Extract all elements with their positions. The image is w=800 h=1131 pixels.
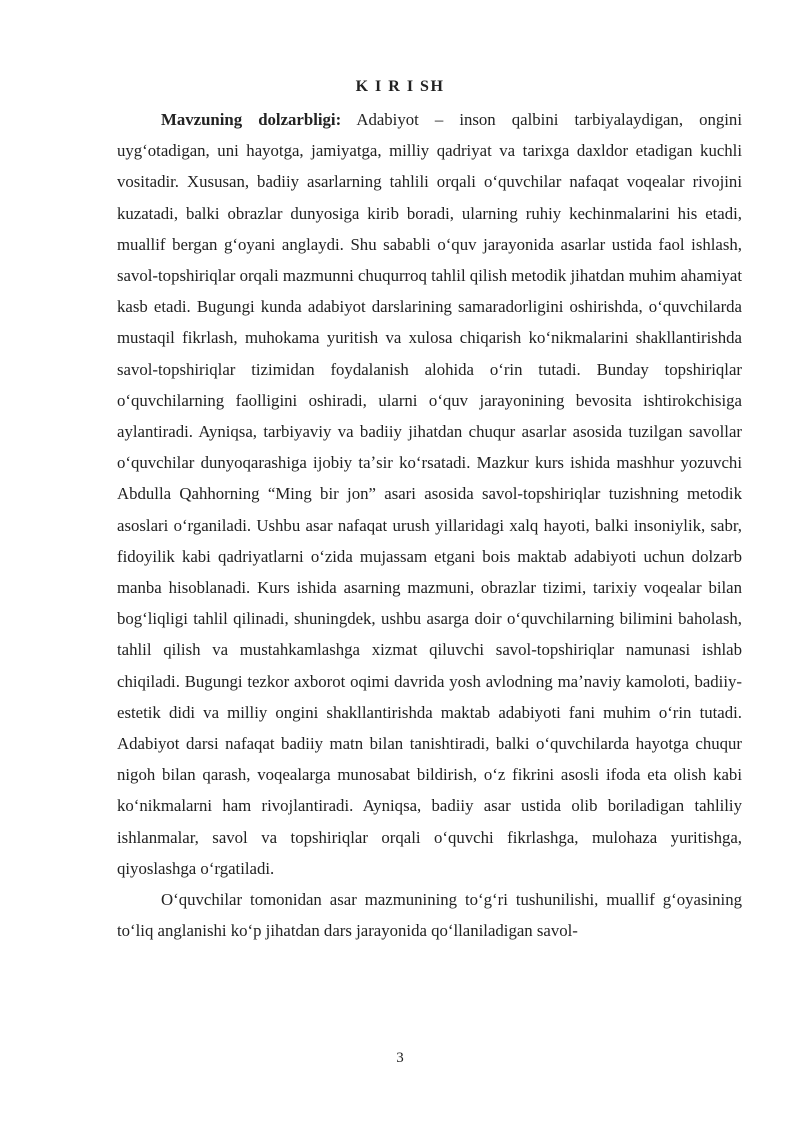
paragraph-text: Adabiyot – inson qalbini tarbiyalaydigan, ongini uygʻotadigan, uni hayotga, jamiyatga, milliy qadriyat va tarixga daxldor etadigan kuchli vositadir. Xususan, badiiy asarlarning tahlili orqali oʻquvchilar nafaqat voqealar rivojini kuzatadi, balki obrazlar dunyosiga kirib boradi, ularning ruhiy kechinmalarini his etadi, muallif bergan gʻoyani anglaydi. Shu sababli oʻquv jarayonida asarlar ustida faol ishlash, savol-topshiriqlar orqali mazmunni chuqurroq tahlil qilish metodik jihatdan muhim ahamiyat kasb etadi. Bugungi kunda adabiyot darslarining samaradorligini oshirishda, oʻquvchilarda mustaqil fikrlash, muhokama yuritish va xulosa chiqarish koʻnikmalarini shakllantirishda savol-topshiriqlar tizimidan foydalanish alohida oʻrin tutadi. Bunday topshiriqlar oʻquvchilarning faolligini oshiradi, ularni oʻquv jarayonining bevosita ishtirokchisiga aylantiradi. Ayniqsa, tarbiyaviy va badiiy jihatdan chuqur asarlar asosida tuzilgan savollar oʻquvchilar dunyoqarashiga ijobiy taʼsir koʻrsatadi. Mazkur kurs ishida mashhur yozuvchi Abdulla Qahhorning “Ming bir jon” asari asosida savol-topshiriqlar tuzishning metodik asoslari oʻrganiladi. Ushbu asar nafaqat urush yillaridagi xalq hayoti, balki insoniylik, sabr, fidoyilik kabi qadriyatlarni oʻzida mujassam etgani bois maktab adabiyoti uchun dolzarb manba hisoblanadi. Kurs ishida asarning mazmuni, obrazlar tizimi, tarixiy voqealar bilan bogʻliqligi tahlil qilinadi, shuningdek, ushbu asarga doir oʻquvchilarning bilimini baholash, tahlil qilish va mustahkamlashga xizmat qiluvchi savol-topshiriqlar namunasi ishlab chiqiladi. Bugungi tezkor axborot oqimi davrida yosh avlodning maʼnaviy kamoloti, badiiy-estetik didi va milliy ongini shakllantirishda maktab adabiyoti fani muhim oʻrin tutadi. Adabiyot darsi nafaqat badiiy matn bilan tanishtiradi, balki oʻquvchilarda hayotga chuqur nigoh bilan qarash, voqealarga munosabat bildirish, oʻz fikrini asosli ifoda eta olish kabi koʻnikmalarni ham rivojlantiradi. Ayniqsa, badiiy asar ustida olib boriladigan tahliliy ishlanmalar, savol va topshiriqlar orqali oʻquvchi fikrlashga, mulohaza yuritishga, qiyoslashga oʻrgatiladi. xyxy=(117,110,742,878)
body-text xyxy=(117,104,742,946)
paragraph-text: Oʻquvchilar tomonidan asar mazmunining toʻgʻri tushunilishi, muallif gʻoyasining toʻliq anglanishi koʻp jihatdan dars jarayonida qoʻllaniladigan savol- xyxy=(117,890,742,941)
page-title: K I R I SH xyxy=(355,78,445,95)
page-number: 3 xyxy=(396,1050,404,1066)
paragraph-1 xyxy=(117,104,742,884)
paragraph-2 xyxy=(117,884,742,946)
paragraph-lead: Mavzuning dolzarbligi: xyxy=(161,110,342,129)
